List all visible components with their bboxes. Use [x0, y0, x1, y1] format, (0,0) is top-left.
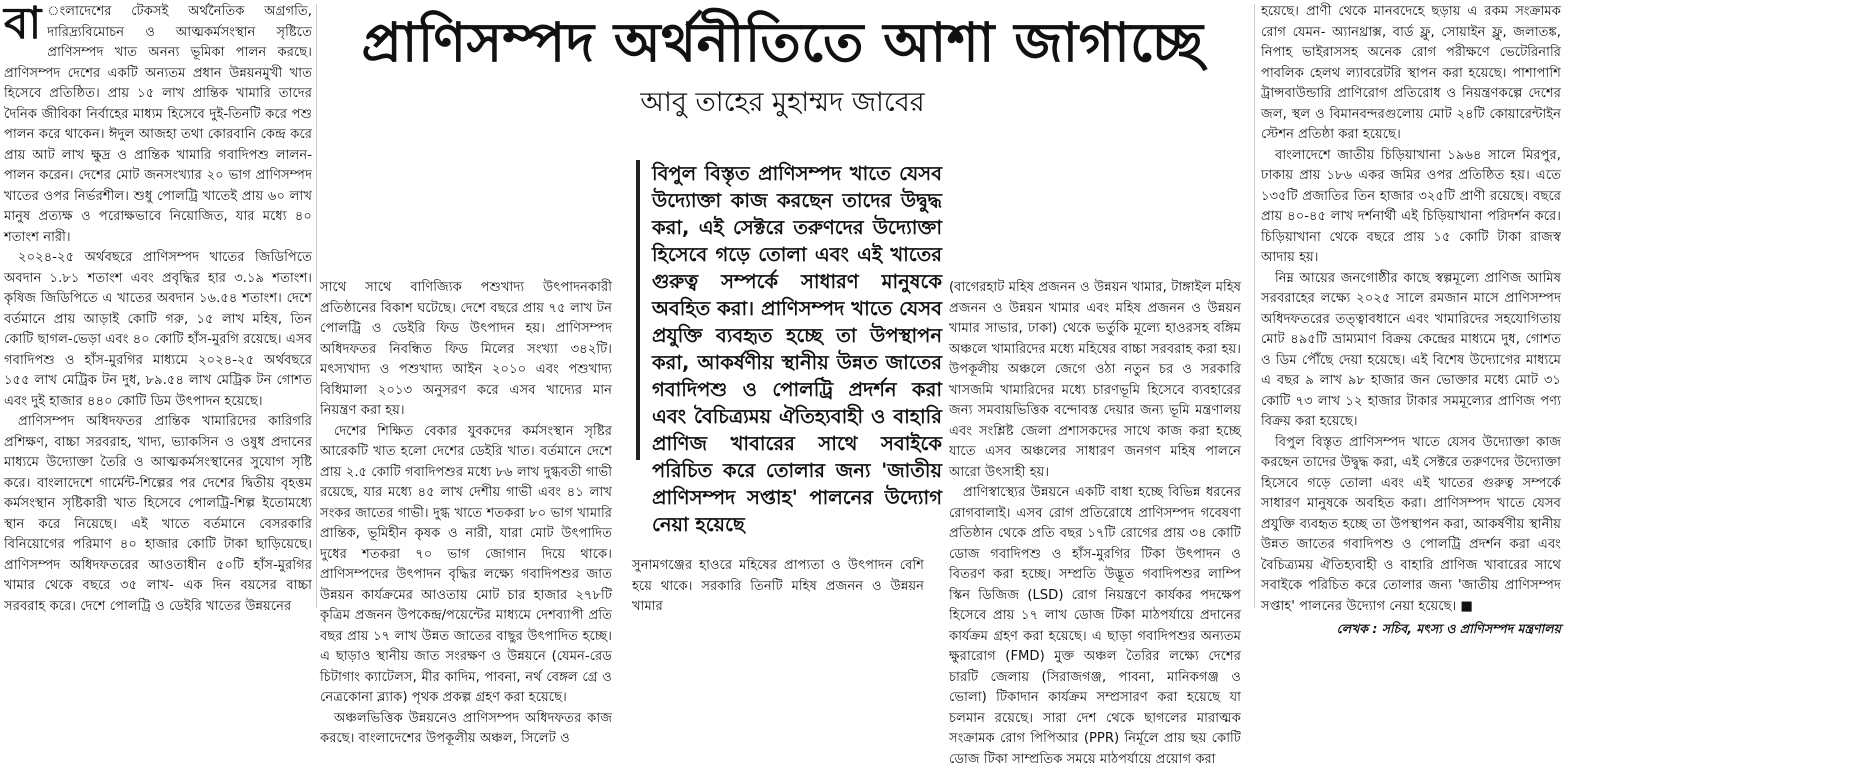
article-byline: আবু তাহের মুহাম্মদ জাবের — [640, 87, 925, 118]
article-paragraph: বা ংলাদেশের টেকসই অর্থনৈতিক অগ্রগতি, দারিদ্র্যবিমোচন ও আত্মকর্মসংস্থান সৃষ্টিতে প্রাণিসম্পদ খাত অনন্য ভূমিকা পালন করছে। প্রাণিসম্পদ দেশের একটি অন্যতম প্রধান উন্নয়নমুখী খাত হিসেবে প্রতিষ্ঠিত। প্রায় ১৫ লাখ প্রান্তিক খামারি তাদের দৈনিক জীবিকা নির্বাহের মাধ্যম হিসেবে দুই-তিনটি করে পশু পালন করে থাকেন। ঈদুল আজহা তথা কোরবানি কেন্দ্র করে প্রায় আট লাখ ক্ষুদ্র ও প্রান্তিক খামারি গবাদিপশু লালন-পালন করেন। দেশের মোট জনসংখ্যার ২০ ভাগ প্রাণিসম্পদ খাতের ওপর নির্ভরশীল। শুধু পোলট্রি খাতেই প্রায় ৬০ লাখ মানুষ প্রত্যক্ষ ও পরোক্ষভাবে নিয়োজিত, যার মধ্যে ৪০ শতাংশ নারী। — [4, 0, 312, 245]
article-column-1 — [4, 0, 312, 614]
drop-cap: বা — [4, 0, 42, 49]
article-paragraph: দেশের শিক্ষিত বেকার যুবকদের কর্মসংস্থান সৃষ্টির আরেকটি খাত হলো দেশের ডেইরি খাত। বর্তমানে দেশে প্রায় ২.৫ কোটি গবাদিপশুর মধ্যে ৮৬ লাখ দুগ্ধবতী গাভী রয়েছে, যার মধ্যে ৪৫ লাখ দেশীয় গাভী এবং ৪১ লাখ সংকর জাতের গাভী। দুগ্ধ খাতে শতকরা ৮০ ভাগ খামারি প্রান্তিক, ভূমিহীন কৃষক ও নারী, যারা মোট উৎপাদিত দুধের শতকরা ৭০ ভাগ জোগান দিয়ে থাকে। প্রাণিসম্পদের উৎপাদন বৃদ্ধির লক্ষ্যে গবাদিপশুর জাত উন্নয়ন কার্যক্রমের আওতায় মোট চার হাজার ২৭৮টি কৃত্রিম প্রজনন উপকেন্দ্র/পয়েন্টের মাধ্যমে দেশব্যাপী প্রতি বছর প্রায় ১৭ লাখ উন্নত জাতের বাছুর উৎপাদিত হচ্ছে। এ ছাড়াও স্থানীয় জাত সংরক্ষণ ও উন্নয়নে (যেমন-রেড চিটাগাং ক্যাটেলস, মীর কাদিম, পাবনা, নর্থ বেঙ্গল গ্রে ও নেত্রকোনা ব্ল্যাক) পৃথক প্রকল্প গ্রহণ করা হয়েছে। — [320, 423, 612, 705]
article-column-3 — [632, 556, 924, 612]
article-paragraph: সুনামগঞ্জের হাওরে মহিষের প্রাপ্যতা ও উৎপাদন বেশি হয়ে থাকে। সরকারি তিনটি মহিষ প্রজনন ও উন্নয়ন খামার — [632, 558, 924, 614]
article-paragraph: নিম্ন আয়ের জনগোষ্ঠীর কাছে স্বল্পমূল্যে প্রাণিজ আমিষ সরবরাহের লক্ষ্যে ২০২৫ সালে রমজান মাসে প্রাণিসম্পদ অধিদফতরের তত্ত্বাবধানে এবং খামারিদের সহযোগিতায় মোট ৪৯৫টি ভ্রাম্যমাণ বিক্রয় কেন্দ্রের মাধ্যমে দুধ, গোশত ও ডিম পৌঁছে দেয়া হয়েছে। এই বিশেষ উদ্যোগের মাধ্যমে এ বছর ৯ লাখ ৯৮ হাজার জন ভোক্তার মধ্যে মোট ৩১ কোটি ৭৩ লাখ ১২ হাজার টাকার সমমূল্যের প্রাণিজ পণ্য বিক্রয় করা হয়েছে। — [1261, 270, 1561, 429]
article-paragraph: ২০২৪-২৫ অর্থবছরে প্রাণিসম্পদ খাতের জিডিপিতে অবদান ১.৮১ শতাংশ এবং প্রবৃদ্ধির হার ৩.১৯ শতাংশ। কৃষিজ জিডিপিতে এ খাতের অবদান ১৬.৫৪ শতাংশ। দেশে বর্তমানে প্রায় আড়াই কোটি গরু, ১৫ লাখ মহিষ, তিন কোটি ছাগল-ভেড়া এবং ৪০ কোটি হাঁস-মুরগি রয়েছে। এসব গবাদিপশু ও হাঁস-মুরগির মাধ্যমে ২০২৪-২৫ অর্থবছরে ১৫৫ লাখ মেট্রিক টন দুধ, ৮৯.৫৪ লাখ মেট্রিক টন গোশত এবং দুই হাজার ৪৪০ কোটি ডিম উৎপাদন হয়েছে। — [4, 250, 312, 409]
article-paragraph: বিপুল বিস্তৃত প্রাণিসম্পদ খাতে যেসব উদ্যোক্তা কাজ করছেন তাদের উদ্বুদ্ধ করা, এই সেক্টরে তরুণদের উদ্যোক্তা হিসেবে গড়ে তোলা এবং এই খাতের গুরুত্ব সম্পর্কে সাধারণ মানুষকে অবহিত করা। প্রাণিসম্পদ খাতে যেসব প্রযুক্তি ব্যবহৃত হচ্ছে তা উপস্থাপন করা, আকর্ষণীয় স্থানীয় উন্নত জাতের গবাদিপশু ও পোলট্রি প্রদর্শন করা এবং বৈচিত্র্যময় ঐতিহ্যবাহী ও বাহারি প্রাণিজ খাবারের সাথে সবাইকে পরিচিত করে তোলার জন্য 'জাতীয় প্রাণিসম্পদ সপ্তাহ' পালনের উদ্যোগ নেয়া হয়েছে। ■ — [1261, 434, 1561, 614]
article-paragraph: অঞ্চলভিত্তিক উন্নয়নেও প্রাণিসম্পদ অধিদফতর কাজ করছে। বাংলাদেশের উপকূলীয় অঞ্চল, সিলেট ও — [320, 710, 612, 746]
author-signature: লেখক : সচিব, মৎস্য ও প্রাণিসম্পদ মন্ত্রণালয় — [1336, 621, 1561, 636]
article-column-2 — [320, 278, 612, 746]
article-column-4 — [949, 278, 1241, 767]
article-paragraph: প্রাণিস্বাস্থ্যের উন্নয়নে একটি বাধা হচ্ছে বিভিন্ন ধরনের রোগবালাই। এসব রোগ প্রতিরোধে প্রাণিসম্পদ গবেষণা প্রতিষ্ঠান থেকে প্রতি বছর ১৭টি রোগের প্রায় ৩৪ কোটি ডোজ গবাদিপশু ও হাঁস-মুরগির টিকা উৎপাদন ও বিতরণ করা হচ্ছে। সম্প্রতি উদ্ভূত গবাদিপশুর লাম্পি স্কিন ডিজিজ (LSD) রোগ নিয়ন্ত্রণে কার্যকর পদক্ষেপ হিসেবে প্রায় ১৭ লাখ ডোজ টিকা মাঠপর্যায়ে প্রদানের কার্যক্রম গ্রহণ করা হয়েছে। এ ছাড়া গবাদিপশুর অন্যতম ক্ষুরারোগ (FMD) মুক্ত অঞ্চল তৈরির লক্ষ্যে দেশের চারটি জেলায় (সিরাজগঞ্জ, পাবনা, মানিকগঞ্জ ও ভোলা) টিকাদান কার্যক্রম সম্প্রসারণ করা হয়েছে যা চলমান রয়েছে। সারা দেশ থেকে ছাগলের মারাত্মক সংক্রামক রোগ পিপিআর (PPR) নির্মূলে প্রায় ছয় কোটি ডোজ টিকা সাম্প্রতিক সময়ে মাঠপর্যায়ে প্রয়োগ করা — [949, 485, 1241, 767]
article-paragraph: (বাগেরহাট মহিষ প্রজনন ও উন্নয়ন খামার, টাঙ্গাইল মহিষ প্রজনন ও উন্নয়ন খামার এবং মহিষ প্রজনন ও উন্নয়ন খামার সাভার, ঢাকা) থেকে ভর্তুকি মূল্যে হাওরসহ বঙ্গিম অঞ্চলে খামারিদের মধ্যে মহিষের বাচ্চা সরবরাহ করা হয়। উপকূলীয় অঞ্চলে জেগে ওঠা নতুন চর ও সরকারি খাসজমি খামারিদের মধ্যে চারণভূমি হিসেবে ব্যবহারের জন্য সমবায়ভিত্তিক বন্দোবস্ত দেয়ার জন্য ভূমি মন্ত্রণালয় এবং সংশ্লিষ্ট জেলা প্রশাসকদের সাথে কাজ করা হচ্ছে যাতে এসব অঞ্চলের সাধারণ জনগণ মহিষ পালনে আরো উৎসাহী হয়। — [949, 280, 1241, 480]
article-paragraph: প্রাণিসম্পদ অধিদফতর প্রান্তিক খামারিদের কারিগরি প্রশিক্ষণ, বাচ্চা সরবরাহ, খাদ্য, ভ্যাকসিন ও ওষুধ প্রদানের মাধ্যমে উদ্যোক্তা তৈরি ও আত্মকর্মসংস্থানের সুযোগ সৃষ্টি করে। বাংলাদেশে গার্মেন্ট-শিল্পের পর দেশের দ্বিতীয় বৃহত্তম কর্মসংস্থান সৃষ্টিকারী খাত হিসেবে পোলট্রি-শিল্প ইতোমধ্যে স্থান করে নিয়েছে। এই খাতে বর্তমানে বেসরকারি বিনিয়োগের পরিমাণ ৪০ হাজার কোটি টাকা ছাড়িয়েছে। প্রাণিসম্পদ অধিদফতরের আওতাধীন ৫০টি হাঁস-মুরগির খামার থেকে বছরে ৩৫ লাখ- এক দিন বয়সের বাচ্চা সরবরাহ করে। দেশে পোলট্রি ও ডেইরি খাতের উন্নয়নের — [4, 414, 312, 614]
column-divider — [316, 4, 317, 608]
article-paragraph: সাথে সাথে বাণিজ্যিক পশুখাদ্য উৎপাদনকারী প্রতিষ্ঠানের বিকাশ ঘটেছে। দেশে বছরে প্রায় ৭৫ লাখ টন পোলট্রি ও ডেইরি ফিড উৎপাদন হয়। প্রাণিসম্পদ অধিদফতর নিবন্ধিত ফিড মিলের সংখ্যা ৩৪২টি। মৎস্যখাদ্য ও পশুখাদ্য আইন ২০১০ এবং পশুখাদ্য বিধিমালা ২০১৩ অনুসরণ করে এসব খাদ্যের মান নিয়ন্ত্রণ করা হয়। — [320, 280, 612, 418]
article-headline: প্রাণিসম্পদ অর্থনীতিতে আশা জাগাচ্ছে — [361, 11, 1204, 74]
column-divider — [1254, 4, 1255, 608]
pull-quote: বিপুল বিস্তৃত প্রাণিসম্পদ খাতে যেসব উদ্যোক্তা কাজ করছেন তাদের উদ্বুদ্ধ করা, এই সেক্টরে তরুণদের উদ্যোক্তা হিসেবে গড়ে তোলা এবং এই খাতের গুরুত্ব সম্পর্কে সাধারণ মানুষকে অবহিত করা। প্রাণিসম্পদ খাতে যেসব প্রযুক্তি ব্যবহৃত হচ্ছে তা উপস্থাপন করা, আকর্ষণীয় স্থানীয় উন্নত জাতের গবাদিপশু ও পোলট্রি প্রদর্শন করা এবং বৈচিত্র্যময় ঐতিহ্যবাহী ও বাহারি প্রাণিজ খাবারের সাথে সবাইকে পরিচিত করে তোলার জন্য 'জাতীয় প্রাণিসম্পদ সপ্তাহ' পালনের উদ্যোগ নেয়া হয়েছে — [636, 160, 942, 460]
article-paragraph: হয়েছে। প্রাণী থেকে মানবদেহে ছড়ায় এ রকম সংক্রামক রোগ যেমন- অ্যানথ্রাক্স, বার্ড ফ্লু, সোয়াইন ফ্লু, জলাতঙ্ক, নিপাহ ভাইরাসসহ অনেক রোগ পরীক্ষণে ভেটেরিনারি পাবলিক হেলথ ল্যাবরেটরি স্থাপন করা হয়েছে। পাশাপাশি ট্রান্সবাউন্ডারি প্রাণিরোগ প্রতিরোধ ও নিয়ন্ত্রণকল্পে দেশের জল, স্থল ও বিমানবন্দরগুলোয় মোট ২৪টি কোয়ারেন্টাইন স্টেশন প্রতিষ্ঠা করা হয়েছে। — [1261, 4, 1561, 142]
article-paragraph: বাংলাদেশে জাতীয় চিড়িয়াখানা ১৯৬৪ সালে মিরপুর, ঢাকায় প্রায় ১৮৬ একর জমির ওপর প্রতিষ্ঠিত হয়। এতে ১৩৫টি প্রজাতির তিন হাজার ৩২৫টি প্রাণী রয়েছে। বছরে প্রায় ৪০-৪৫ লাখ দর্শনার্থী এই চিড়িয়াখানা পরিদর্শন করে। চিড়িয়াখানা থেকে বছরে প্রায় ১৫ কোটি টাকা রাজস্ব আদায় হয়। — [1261, 147, 1561, 265]
article-column-5 — [1261, 2, 1861, 636]
